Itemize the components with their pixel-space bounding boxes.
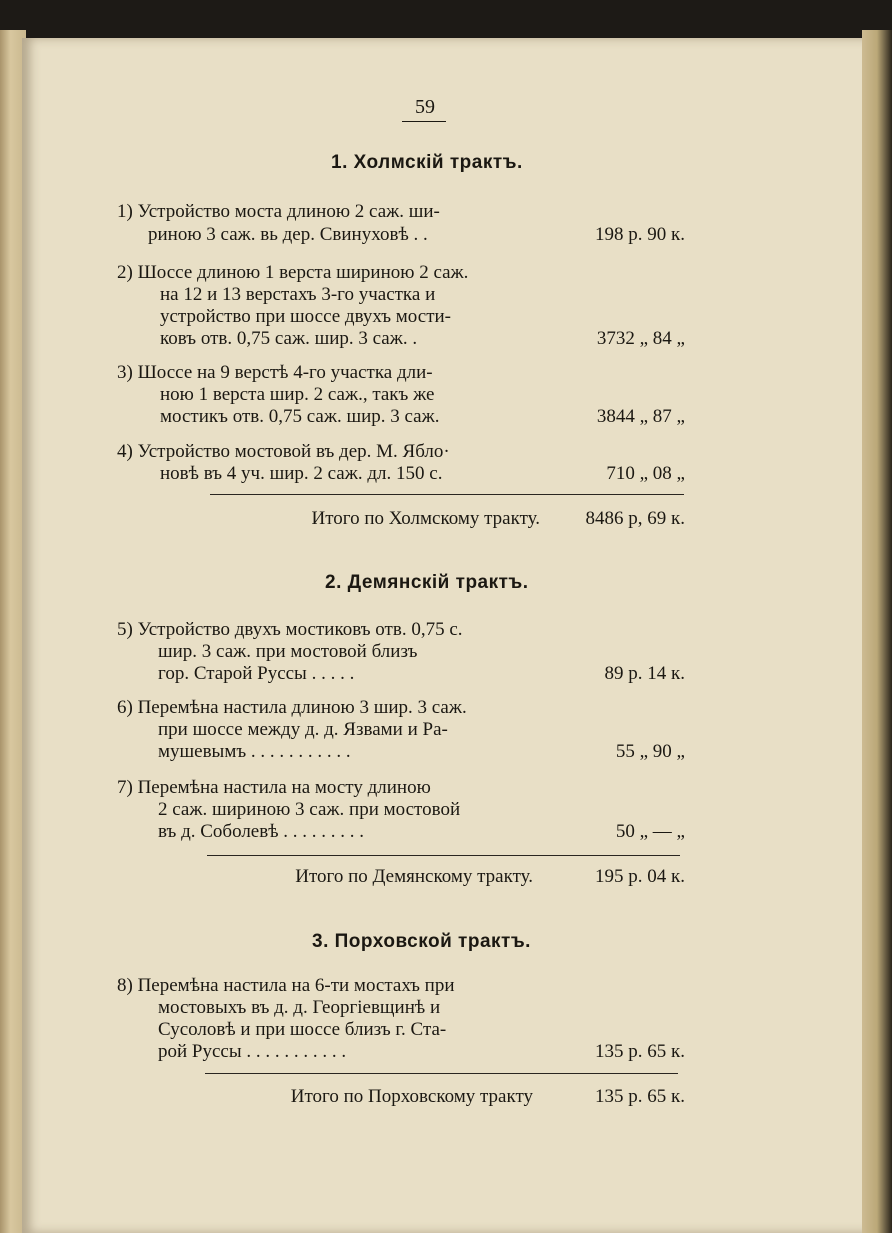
section-1-total-amount: 8486 р, 69 к. [585,508,685,529]
item-7-line-3: въ д. Соболевѣ . . . . . . . . . [158,821,365,842]
item-5-line-2: шир. 3 саж. при мостовой близъ [158,641,418,662]
item-6-amount: 55 „ 90 „ [615,741,685,762]
item-8-line-1: 8) Перемѣна настила на 6-ти мостахъ при [117,975,455,996]
item-1-line-2: риною 3 саж. вь дер. Свинуховѣ . . [148,224,428,245]
item-8-line-3: Сусоловѣ и при шоссе близъ г. Ста- [158,1019,447,1040]
item-6-line-1: 6) Перемѣна настила длиною 3 шир. 3 саж. [117,697,467,718]
item-2-line-1: 2) Шоссе длиною 1 верста шириною 2 саж. [117,262,469,283]
section-2-total-rule [207,855,680,856]
item-5-line-3: гор. Старой Руссы . . . . . [158,663,355,684]
item-3-line-1: 3) Шоссе на 9 верстѣ 4-го участка дли- [117,362,433,383]
section-3-total-label: Итого по Порховскому тракту [290,1086,533,1107]
item-2-line-3: устройство при шоссе двухъ мости- [160,306,452,327]
section-3-total-rule [205,1073,678,1074]
section-3-total-amount: 135 р. 65 к. [595,1086,685,1107]
item-1-line-1: 1) Устройство моста длиною 2 саж. ши- [117,201,440,222]
section-1-total-rule [210,494,684,495]
item-2-line-4: ковъ отв. 0,75 саж. шир. 3 саж. . [160,328,418,349]
page-number-underline [402,121,446,122]
section-2-total-label: Итого по Демянскому тракту. [295,866,533,887]
item-4-amount: 710 „ 08 „ [606,463,685,484]
right-page-edge [862,30,892,1233]
item-8-line-4: рой Руссы . . . . . . . . . . . [158,1041,347,1062]
section-heading-2: 2. Демянскій трактъ. [325,572,529,593]
item-1-amount: 198 р. 90 к. [595,224,685,245]
page-number: 59 [415,96,435,118]
item-4-line-2: новѣ въ 4 уч. шир. 2 саж. дл. 150 с. [160,463,443,484]
item-2-line-2: на 12 и 13 верстахъ 3-го участка и [160,284,436,305]
item-5-amount: 89 р. 14 к. [604,663,685,684]
item-3-line-3: мостикъ отв. 0,75 саж. шир. 3 саж. [160,406,440,427]
item-3-line-2: ною 1 верста шир. 2 саж., такъ же [160,384,435,405]
item-8-amount: 135 р. 65 к. [595,1041,685,1062]
section-heading-1: 1. Холмскій трактъ. [331,152,523,173]
item-5-line-1: 5) Устройство двухъ мостиковъ отв. 0,75 с. [117,619,463,640]
section-2-total-amount: 195 р. 04 к. [595,866,685,887]
item-6-line-3: мушевымъ . . . . . . . . . . . [158,741,351,762]
item-4-line-1: 4) Устройство мостовой въ дер. М. Ябло· [117,441,450,462]
item-7-line-1: 7) Перемѣна настила на мосту длиною [117,777,431,798]
item-7-amount: 50 „ — „ [615,821,685,842]
item-6-line-2: при шоссе между д. д. Язвами и Ра- [158,719,448,740]
section-heading-3: 3. Порховской трактъ. [312,931,531,952]
item-8-line-2: мостовыхъ въ д. д. Георгіевщинѣ и [158,997,441,1018]
item-3-amount: 3844 „ 87 „ [596,406,685,427]
item-7-line-2: 2 саж. шириною 3 саж. при мостовой [158,799,461,820]
item-2-amount: 3732 „ 84 „ [596,328,685,349]
section-1-total-label: Итого по Холмскому тракту. [311,508,540,529]
